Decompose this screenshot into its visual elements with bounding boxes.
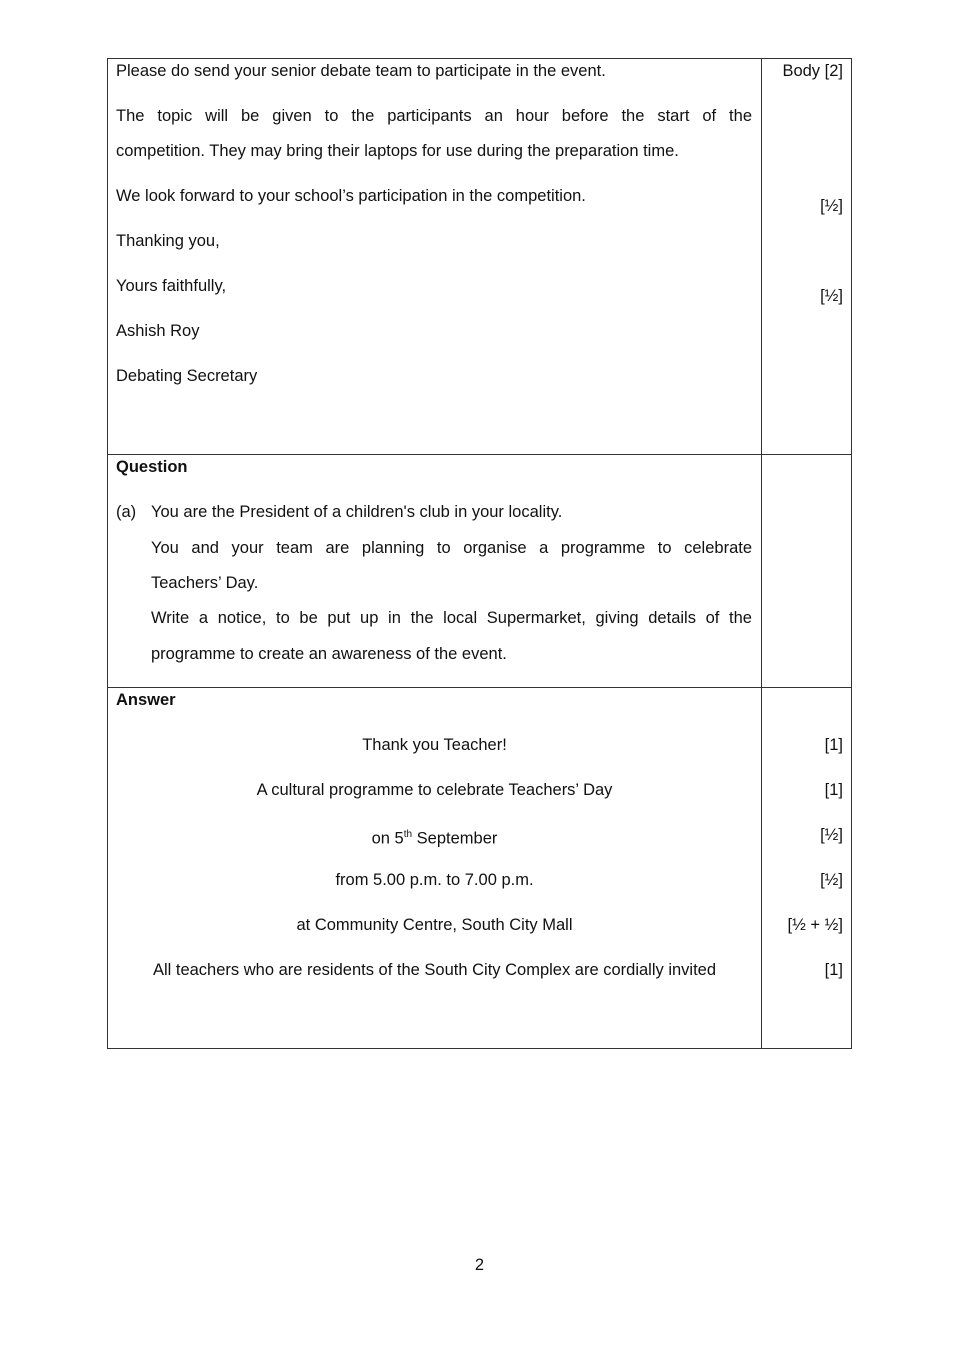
letter-line: The topic will be given to the participants an hour before the start of the bbox=[116, 107, 752, 125]
mark: Body [2] bbox=[782, 62, 843, 80]
row-divider bbox=[107, 687, 852, 688]
page-number: 2 bbox=[474, 1256, 485, 1274]
letter-line: We look forward to your school’s participation in the competition. bbox=[116, 187, 586, 205]
notice-date bbox=[107, 825, 762, 849]
ordinal-suffix: th bbox=[403, 829, 413, 840]
question-label: (a) bbox=[116, 503, 137, 521]
mark: [½ + ½] bbox=[787, 916, 843, 934]
mark: [½] bbox=[820, 197, 843, 215]
mark: [½] bbox=[820, 826, 843, 844]
column-divider bbox=[761, 58, 762, 1049]
notice-venue: at Community Centre, South City Mall bbox=[296, 916, 573, 934]
mark: [1] bbox=[824, 736, 843, 754]
date-month: September bbox=[412, 829, 498, 848]
notice-time: from 5.00 p.m. to 7.00 p.m. bbox=[335, 871, 534, 889]
question-line: You are the President of a children's club in your locality. bbox=[151, 503, 563, 521]
row-divider bbox=[107, 454, 852, 455]
table-border-top bbox=[107, 58, 852, 59]
question-line: You and your team are planning to organise a programme to celebrate bbox=[151, 539, 752, 557]
letter-line: Yours faithfully, bbox=[116, 277, 227, 295]
question-line: Write a notice, to be put up in the local Supermarket, giving details of the bbox=[151, 609, 752, 627]
question-heading: Question bbox=[116, 458, 188, 476]
notice-invitation: All teachers who are residents of the South City Complex are cordially invited bbox=[152, 961, 717, 979]
letter-line: competition. They may bring their laptops for use during the preparation time. bbox=[116, 142, 679, 160]
date-prefix: on 5 bbox=[371, 829, 404, 848]
mark: [1] bbox=[824, 961, 843, 979]
answer-heading: Answer bbox=[116, 691, 176, 709]
letter-line: Thanking you, bbox=[116, 232, 220, 250]
table-border-bottom bbox=[107, 1048, 852, 1049]
letter-line: Ashish Roy bbox=[116, 322, 200, 340]
question-line: Teachers’ Day. bbox=[151, 574, 259, 592]
table-border-right bbox=[851, 58, 852, 1049]
mark: [1] bbox=[824, 781, 843, 799]
mark: [½] bbox=[820, 287, 843, 305]
table-border-left bbox=[107, 58, 108, 1049]
letter-line: Please do send your senior debate team to participate in the event. bbox=[116, 62, 606, 80]
notice-line: A cultural programme to celebrate Teachers’ Day bbox=[256, 781, 613, 799]
mark: [½] bbox=[820, 871, 843, 889]
question-line: programme to create an awareness of the event. bbox=[151, 645, 507, 663]
notice-title: Thank you Teacher! bbox=[362, 736, 507, 754]
letter-line: Debating Secretary bbox=[116, 367, 258, 385]
